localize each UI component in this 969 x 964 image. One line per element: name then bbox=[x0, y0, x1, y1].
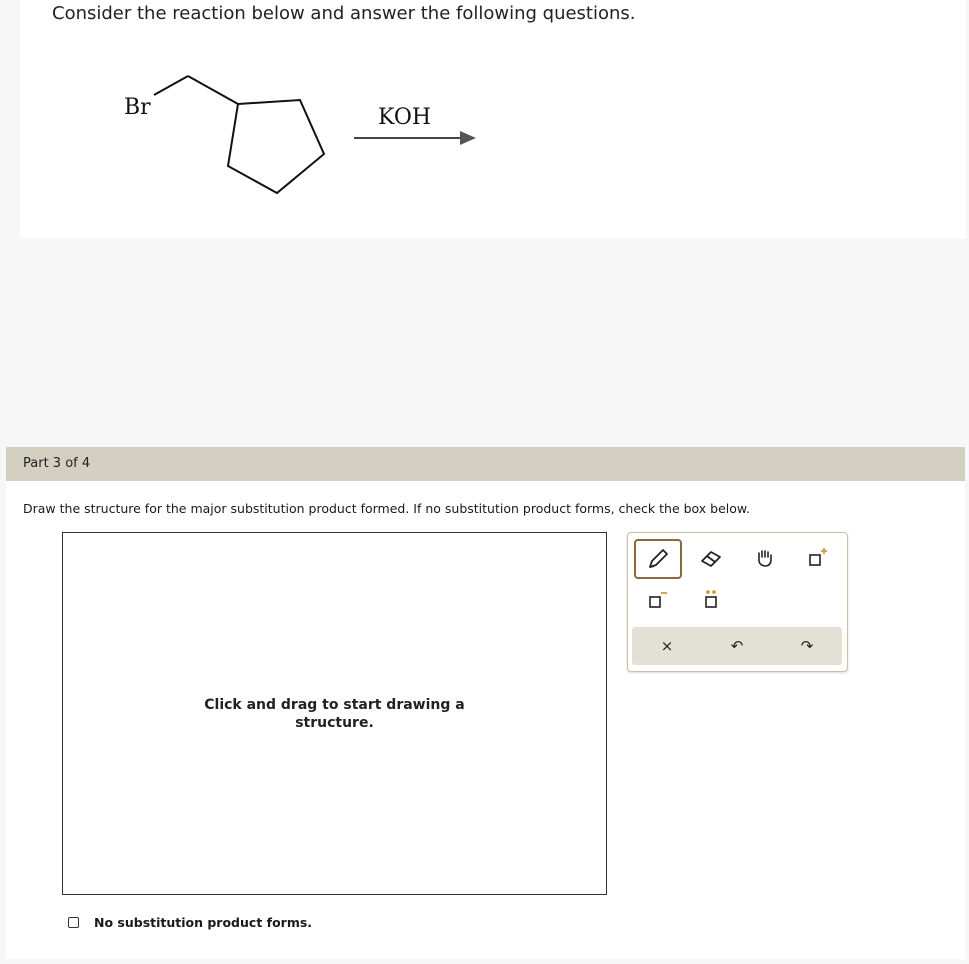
undo-button[interactable]: ↶ bbox=[730, 637, 744, 655]
canvas-hint-line-2: structure. bbox=[295, 715, 374, 731]
no-product-checkbox[interactable] bbox=[68, 917, 79, 928]
cyclopentane-ring bbox=[228, 100, 324, 193]
canvas-hint-line-1: Click and drag to start drawing a bbox=[204, 697, 465, 713]
bond-ch2-ring bbox=[188, 76, 238, 104]
reaction-scheme bbox=[20, 0, 966, 238]
bromine-label: Br bbox=[124, 95, 151, 120]
no-product-row bbox=[68, 915, 312, 930]
part-instruction: Draw the structure for the major substitution product formed. If no substitution product forms, check the box below. bbox=[23, 501, 750, 516]
question-prompt: Consider the reaction below and answer the following questions. bbox=[52, 3, 636, 24]
reaction-arrow-head bbox=[460, 131, 476, 145]
question-card bbox=[20, 0, 966, 238]
bond-br-ch2 bbox=[154, 76, 188, 95]
hand-icon bbox=[752, 545, 778, 571]
pencil-tool-button[interactable] bbox=[634, 539, 682, 579]
hand-tool-button[interactable] bbox=[742, 539, 788, 577]
answer-area bbox=[6, 481, 965, 959]
eraser-tool-button[interactable] bbox=[688, 539, 734, 577]
drawing-toolbar bbox=[627, 532, 848, 672]
add-charge-tool-button[interactable] bbox=[794, 539, 840, 577]
toolbar-action-row bbox=[632, 627, 842, 665]
redo-button[interactable]: ↷ bbox=[800, 637, 814, 655]
clear-button[interactable]: × bbox=[660, 637, 674, 655]
drawing-canvas[interactable] bbox=[62, 532, 607, 895]
reagent-label: KOH bbox=[378, 105, 432, 130]
add-charge-icon bbox=[804, 545, 830, 571]
remove-charge-tool-button[interactable] bbox=[634, 581, 680, 619]
lone-pair-tool-button[interactable] bbox=[688, 581, 734, 619]
part-header bbox=[6, 447, 965, 481]
eraser-icon bbox=[698, 545, 724, 571]
remove-charge-icon bbox=[644, 587, 670, 613]
canvas-hint bbox=[63, 696, 606, 732]
part-label: Part 3 of 4 bbox=[23, 456, 91, 471]
pencil-icon bbox=[645, 546, 671, 572]
no-product-label: No substitution product forms. bbox=[94, 915, 313, 930]
lone-pair-icon bbox=[698, 587, 724, 613]
